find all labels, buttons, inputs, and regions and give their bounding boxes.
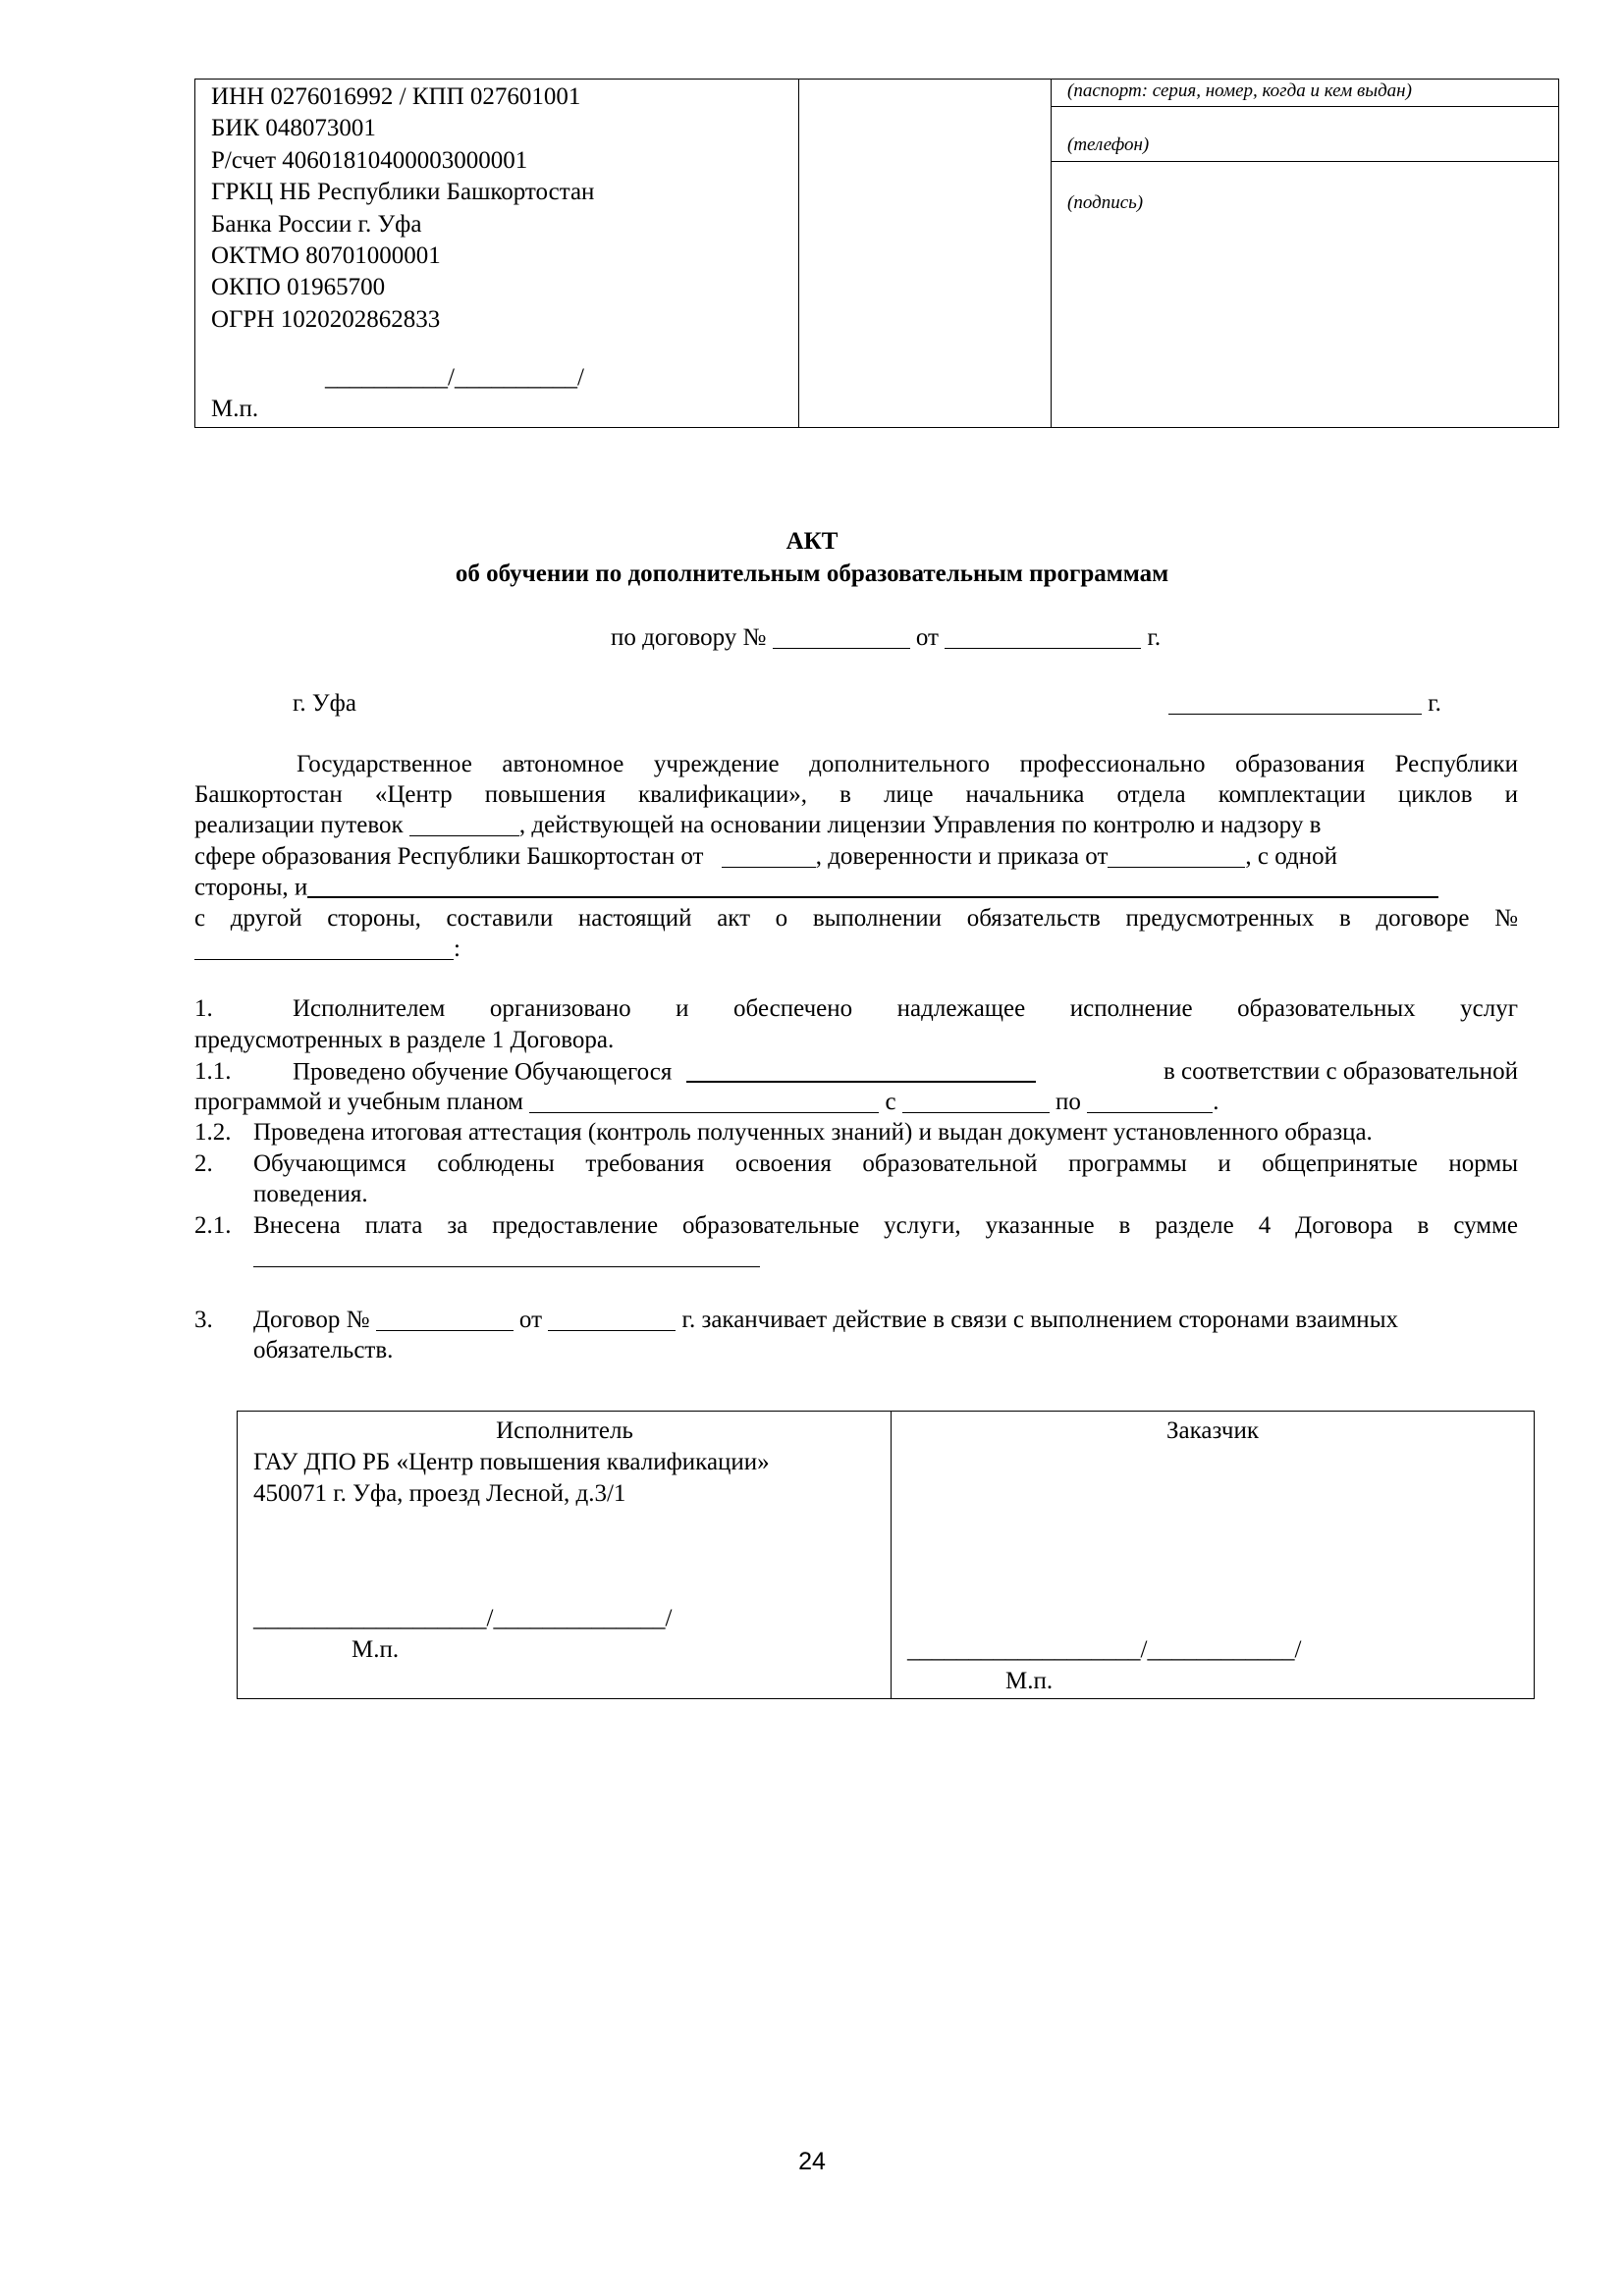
contract-from: от	[915, 624, 939, 651]
item-3-line-2: обязательств.	[253, 1337, 394, 1363]
page-number: 24	[798, 2148, 826, 2175]
empty-cell	[799, 80, 1052, 427]
item-1-1-line-2	[194, 1087, 1218, 1117]
customer-cell	[892, 1412, 1534, 1698]
intro-line-5-text: стороны, и	[194, 874, 308, 901]
intro-line-4b: , доверенности и приказа от	[815, 843, 1109, 870]
bank-line: ОКПО 01965700	[211, 274, 386, 301]
intro-line-3a: реализации путевок	[194, 812, 404, 838]
executor-cell	[238, 1412, 892, 1698]
customer-signature-line: ___________________/____________/	[907, 1636, 1302, 1663]
city: г. Уфа	[293, 690, 356, 717]
act-subtitle: об обучении по дополнительным образовательным программам	[455, 561, 1169, 587]
act-title: АКТ	[785, 528, 839, 555]
signatures-table	[237, 1411, 1535, 1699]
contract-number-blank-2[interactable]	[194, 934, 454, 960]
item-1-2-text: Проведена итоговая аттестация (контроль полученных знаний) и выдан документ установленного образца.	[253, 1119, 1373, 1146]
item-2-1-text: Внесена плата за предоставление образовательные услуги, указанные в разделе 4 Договора в сумме	[253, 1212, 1518, 1239]
executor-stamp: М.п.	[352, 1636, 400, 1663]
bank-details	[211, 81, 594, 336]
item-1-1-num: 1.1.	[194, 1058, 232, 1085]
license-date-blank[interactable]	[722, 842, 816, 868]
item-1-1-a: Проведено обучение Обучающегося	[293, 1058, 673, 1086]
intro-line-2: Башкортостан «Центр повышения квалификации», в лице начальника отдела комплектации циклов и	[194, 781, 1518, 808]
intro-line-4c: , с одной	[1245, 843, 1337, 870]
item-1-1-line-1	[293, 1056, 1044, 1087]
item-1-1-e: по	[1056, 1089, 1081, 1115]
head-name-blank[interactable]	[409, 811, 519, 836]
bank-line: ОКТМО 80701000001	[211, 242, 441, 270]
colon: :	[454, 935, 460, 962]
intro-line-3b: , действующей на основании лицензии Управления по контролю и надзору в	[518, 812, 1322, 838]
end-date-blank[interactable]	[1087, 1088, 1213, 1113]
executor-address: 450071 г. Уфа, проезд Лесной, д.3/1	[253, 1480, 626, 1507]
order-date-blank[interactable]	[1108, 842, 1245, 868]
act-date	[1168, 688, 1441, 719]
contract-number-blank-3[interactable]	[376, 1306, 514, 1331]
item-1-2-num: 1.2.	[194, 1119, 232, 1146]
bank-line: ГРКЦ НБ Республики Башкортостан	[211, 179, 595, 206]
student-name-blank[interactable]	[686, 1056, 1036, 1083]
bank-line: БИК 048073001	[211, 115, 376, 142]
item-3-a: Договор №	[253, 1307, 370, 1333]
other-party-blank[interactable]	[307, 872, 1438, 898]
item-3-b: от	[518, 1307, 543, 1333]
contract-prefix: по договору №	[611, 624, 767, 651]
intro-line-4	[194, 841, 1337, 872]
phone-row	[1052, 107, 1558, 162]
contract-date-blank-3[interactable]	[548, 1306, 676, 1331]
bank-line: Банка России г. Уфа	[211, 210, 422, 238]
item-2-line-2: поведения.	[253, 1181, 368, 1207]
executor-title: Исполнитель	[496, 1417, 633, 1444]
customer-fields-cell	[1052, 80, 1558, 427]
phone-label: (телефон)	[1067, 134, 1150, 155]
bank-line: ОГРН 1020202862833	[211, 305, 441, 333]
intro-line-3	[194, 810, 1321, 840]
item-1-line-1: Исполнителем организовано и обеспечено надлежащее исполнение образовательных услуг	[293, 995, 1518, 1022]
period: .	[1213, 1089, 1219, 1115]
passport-label: (паспорт: серия, номер, когда и кем выдан)	[1067, 80, 1412, 101]
passport-row	[1052, 80, 1558, 107]
contract-year: г.	[1147, 624, 1162, 651]
act-date-suffix: г.	[1428, 690, 1441, 717]
contract-date-blank[interactable]	[945, 623, 1141, 649]
start-date-blank[interactable]	[902, 1088, 1050, 1113]
act-date-blank[interactable]	[1168, 689, 1422, 715]
item-1-1-b: в соответствии с образовательной	[1163, 1058, 1518, 1085]
payment-amount-blank[interactable]	[253, 1242, 760, 1267]
customer-title: Заказчик	[1166, 1417, 1259, 1444]
item-1-line-2: предусмотренных в разделе 1 Договора.	[194, 1027, 615, 1053]
item-3-num: 3.	[194, 1307, 213, 1333]
intro-line-5	[194, 872, 1438, 902]
item-1-num: 1.	[194, 995, 213, 1022]
item-2-1-num: 2.1.	[194, 1212, 232, 1239]
signature-label: (подпись)	[1067, 192, 1144, 213]
bank-line: ИНН 0276016992 / КПП 027601001	[211, 83, 581, 110]
intro-line-6: с другой стороны, составили настоящий акт о выполнении обязательств предусмотренных в договоре №	[194, 905, 1518, 932]
item-2-1-amount	[253, 1241, 760, 1271]
contract-number-blank[interactable]	[773, 623, 910, 649]
item-2-num: 2.	[194, 1150, 213, 1177]
item-1-1-d: с	[885, 1089, 896, 1115]
item-2-line-1: Обучающимся соблюдены требования освоения образовательной программы и общепринятые нормы	[253, 1150, 1518, 1177]
item-3-line-1	[253, 1305, 1398, 1335]
stamp-label: М.п.	[211, 396, 259, 422]
contract-reference	[611, 622, 1161, 653]
executor-name: ГАУ ДПО РБ «Центр повышения квалификации»	[253, 1449, 770, 1475]
curriculum-blank[interactable]	[529, 1088, 879, 1113]
customer-stamp: М.п.	[1005, 1668, 1054, 1694]
item-3-c: г. заканчивает действие в связи с выполнением сторонами взаимных	[681, 1307, 1398, 1333]
executor-signature-line: ___________________/______________/	[253, 1605, 673, 1631]
executor-signature-line: __________/__________/	[325, 364, 584, 391]
intro-line-4a: сфере образования Республики Башкортостан от	[194, 843, 704, 870]
bank-line: Р/счет 40601810400003000001	[211, 146, 528, 174]
intro-line-1: Государственное автономное учреждение дополнительного профессионально образования Республики	[297, 751, 1518, 777]
executor-requisites-cell	[195, 80, 799, 427]
item-1-1-c: программой и учебным планом	[194, 1089, 523, 1115]
intro-line-7	[194, 934, 460, 964]
requisites-table	[194, 79, 1559, 428]
